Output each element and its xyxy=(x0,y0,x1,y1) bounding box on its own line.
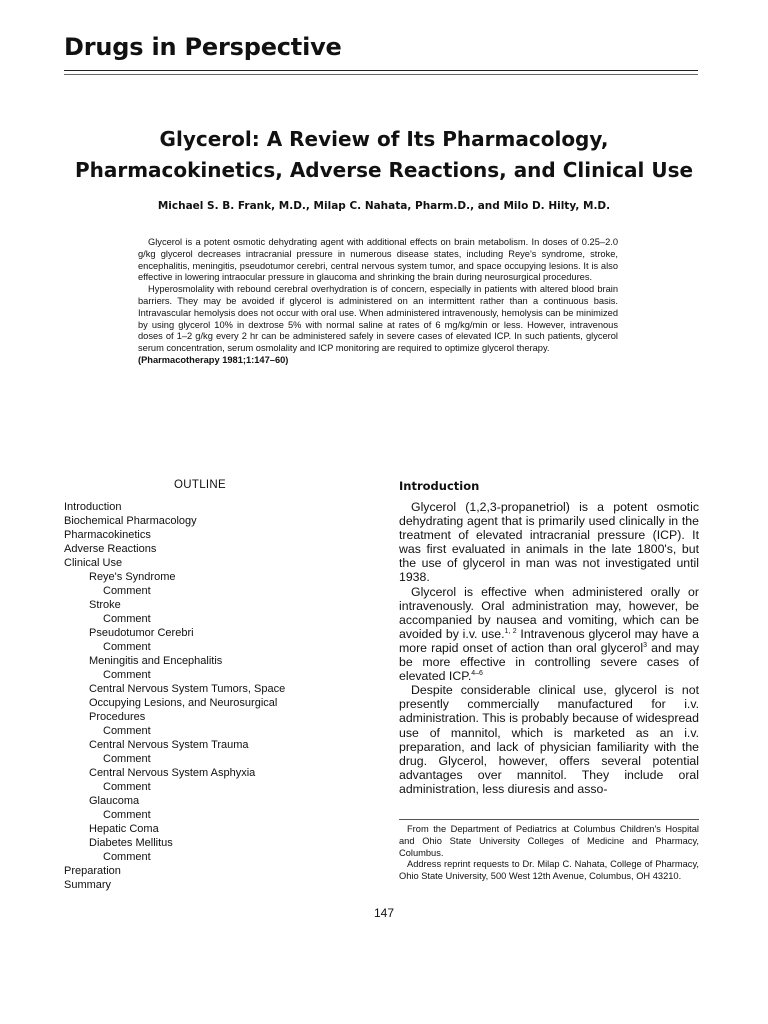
header-rule xyxy=(64,70,698,71)
page-number: 147 xyxy=(373,906,395,920)
outline-item: Central Nervous System Asphyxia xyxy=(89,767,256,779)
outline-item: Comment xyxy=(103,669,151,681)
outline-item: Introduction xyxy=(64,501,122,513)
introduction-body xyxy=(399,500,699,796)
article-title xyxy=(30,124,738,186)
footnote-affiliation: From the Department of Pediatrics at Columbus Children's Hospital and Ohio State University Colleges of Medicine and Pharmacy, Columbus. xyxy=(399,824,699,858)
abstract-paragraph-2: Hyperosmolality with rebound cerebral overhydration is of concern, especially in patients with altered blood brain barriers. They may be avoided if glycerol is administered on an intermittent rather than a continuous basis. Intravascular hemolysis does not occur with oral use. When administered intravenously, hemolysis can be minimized by using glycerol 10% in dextrose 5% with normal saline at rates of 6 mg/kg/min or less. However, intravenous doses of 1–2 g/kg every 2 hr can be administered safely in severe cases of elevated ICP. In such patients, glycerol serum concentration, serum osmolality and ICP monitoring are required to optimize glycerol therapy. xyxy=(138,284,618,354)
title-line-1: Glycerol: A Review of Its Pharmacology, xyxy=(159,127,609,151)
outline-item: Comment xyxy=(103,809,151,821)
outline-item: Procedures xyxy=(89,711,146,723)
footnote-rule xyxy=(399,819,699,820)
outline-item: Diabetes Mellitus xyxy=(89,837,173,849)
footnote xyxy=(399,824,699,883)
outline-item: Biochemical Pharmacology xyxy=(64,515,197,527)
outline-item: Reye's Syndrome xyxy=(89,571,176,583)
introduction-heading: Introduction xyxy=(399,479,480,493)
intro-paragraph-2 xyxy=(399,585,699,684)
author-list: Michael S. B. Frank, M.D., Milap C. Nahata, Pharm.D., and Milo D. Hilty, M.D. xyxy=(157,200,611,212)
outline-item: Comment xyxy=(103,613,151,625)
outline-item: Comment xyxy=(103,641,151,653)
intro-paragraph-3: Despite considerable clinical use, glycerol is not presently commercially manufactured for i.v. administration. This is probably because of widespread use of mannitol, which is marketed as an i.v. preparation, and lack of physician familiarity with the drug. Glycerol, however, offers several potential advantages over mannitol. They include oral administration, less diuresis and asso- xyxy=(399,683,699,796)
outline-item: Hepatic Coma xyxy=(89,823,159,835)
header-rule-thin xyxy=(64,74,698,75)
intro-text: Intravenous glycerol may have a more rapid onset of action than oral glycerol xyxy=(399,626,700,655)
outline-item: Glaucoma xyxy=(89,795,140,807)
outline-item: Occupying Lesions, and Neurosurgical xyxy=(89,697,278,709)
outline-item: Comment xyxy=(103,753,151,765)
journal-citation: (Pharmacotherapy 1981;1:147–60) xyxy=(138,354,289,365)
outline-item: Central Nervous System Tumors, Space xyxy=(89,683,286,695)
intro-paragraph-1: Glycerol (1,2,3-propanetriol) is a potent osmotic dehydrating agent that is primarily used clinically in the treatment of elevated intracranial pressure (ICP). It was first evaluated in animals in the late 1800's, but the use of glycerol in man was not investigated until 1938. xyxy=(399,500,699,585)
intro-text: Glycerol is effective when administered orally or intravenously. Oral administration may, however, be accompanied by nausea and vomiting, which can be avoided by i.v. use. xyxy=(399,584,699,641)
intro-text: and may be more effective in controlling severe cases of elevated ICP. xyxy=(399,640,699,684)
outline-item: Stroke xyxy=(89,599,121,611)
title-line-2: Pharmacokinetics, Adverse Reactions, and Clinical Use xyxy=(74,158,694,182)
outline-item: Central Nervous System Trauma xyxy=(89,739,249,751)
abstract-paragraph-1: Glycerol is a potent osmotic dehydrating agent with additional effects on brain metabolism. In doses of 0.25–2.0 g/kg glycerol decreases intracranial pressure in numerous disease states, including Reye's syndrome, stroke, encephalitis, meningitis, pseudotumor cerebri, central nervous system tumor, and space occupying lesions. It is also effective in lowering intraocular pressure in glaucoma and shrinking the brain during neurosurgical procedures. xyxy=(138,237,618,283)
outline-item: Pharmacokinetics xyxy=(64,529,151,541)
outline-item: Comment xyxy=(103,781,151,793)
outline-item: Comment xyxy=(103,851,151,863)
outline-item: Comment xyxy=(103,725,151,737)
outline-item: Pseudotumor Cerebri xyxy=(89,627,194,639)
outline-heading: OUTLINE xyxy=(174,479,226,491)
outline-item: Comment xyxy=(103,585,151,597)
outline-item: Preparation xyxy=(64,865,121,877)
outline-item: Meningitis and Encephalitis xyxy=(89,655,223,667)
footnote-reprints: Address reprint requests to Dr. Milap C. Nahata, College of Pharmacy, Ohio State University, 500 West 12th Avenue, Columbus, OH 43210. xyxy=(399,859,699,882)
journal-section-title: Drugs in Perspective xyxy=(64,33,342,61)
reference-marker: 4–6 xyxy=(471,670,483,678)
abstract xyxy=(138,237,618,367)
outline-list xyxy=(64,500,340,892)
outline-item: Adverse Reactions xyxy=(64,543,157,555)
reference-marker: 1, 2 xyxy=(504,627,517,635)
outline-item: Clinical Use xyxy=(64,557,123,569)
outline-item: Summary xyxy=(64,879,112,891)
reference-marker: 3 xyxy=(643,641,648,649)
